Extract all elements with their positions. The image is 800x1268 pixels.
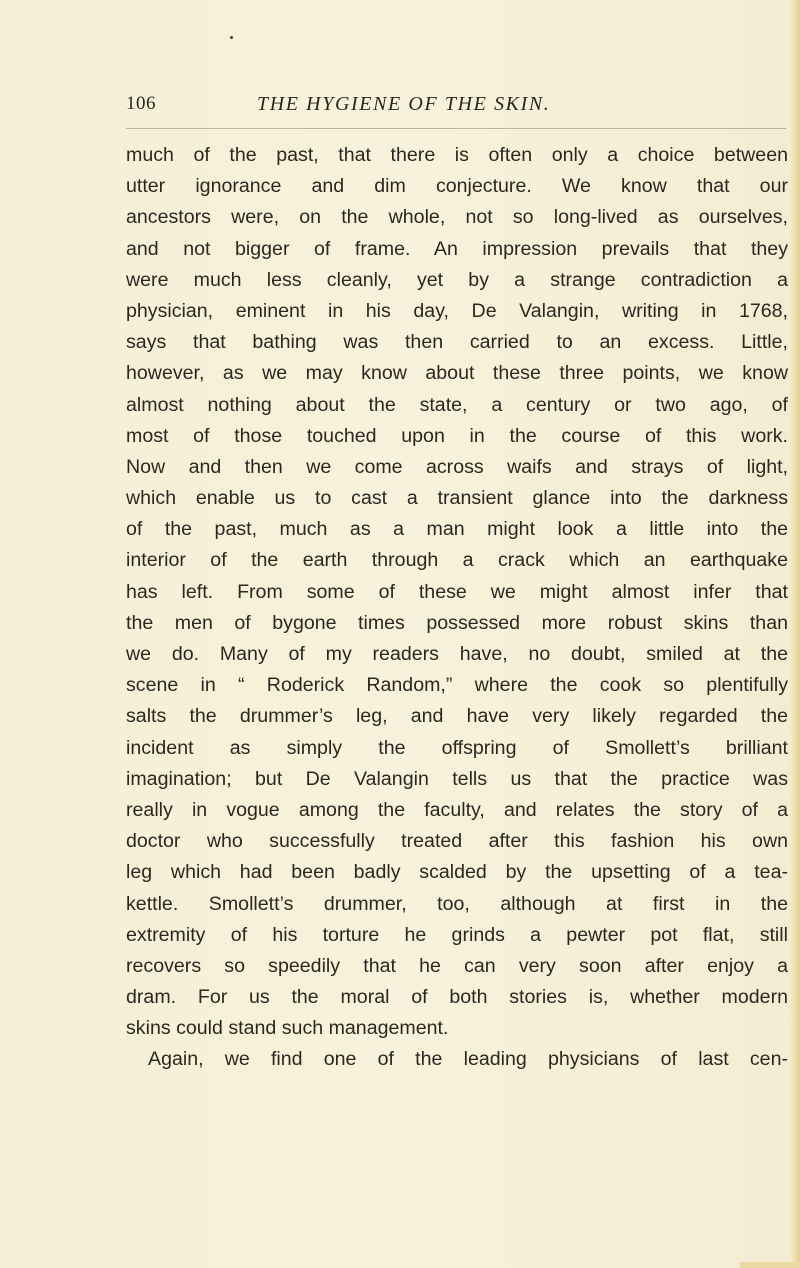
- text-line: much of the past, that there is often only a choice between: [126, 144, 788, 166]
- body-text: [126, 140, 788, 1076]
- text-line: physician, eminent in his day, De Valangin, writing in 1768,: [126, 299, 788, 322]
- text-line: scene in “ Roderick Random,” where the cook so plentifully: [126, 674, 788, 697]
- text-line: however, as we may know about these three points, we know: [126, 362, 788, 385]
- text-line: most of those touched upon in the course of this work.: [126, 424, 788, 447]
- text-line: incident as simply the offspring of Smollett’s brilliant: [126, 736, 788, 759]
- text-line: leg which had been badly scalded by the upsetting of a tea-: [126, 861, 788, 884]
- text-line: says that bathing was then carried to an excess. Little,: [126, 331, 788, 354]
- text-line: Now and then we come across waifs and strays of light,: [126, 455, 788, 478]
- running-title: THE HYGIENE OF THE SKIN.: [257, 93, 551, 115]
- text-line: dram. For us the moral of both stories is, whether modern: [126, 986, 788, 1009]
- page-corner: [740, 1262, 800, 1268]
- text-line: ancestors were, on the whole, not so long-lived as ourselves,: [126, 206, 788, 229]
- text-line: recovers so speedily that he can very soon after enjoy a: [126, 954, 788, 977]
- text-line: interior of the earth through a crack which an earthquake: [126, 549, 788, 572]
- text-line: extremity of his torture he grinds a pewter pot flat, still: [126, 923, 788, 946]
- text-line: utter ignorance and dim conjecture. We know that our: [126, 175, 788, 198]
- page-header: [126, 93, 786, 123]
- text-line-paragraph-start: Again, we find one of the leading physicians of last cen-: [148, 1048, 788, 1071]
- ink-speck: [230, 36, 233, 39]
- text-line: doctor who successfully treated after this fashion his own: [126, 830, 788, 853]
- text-line: has left. From some of these we might almost infer that: [126, 580, 788, 603]
- text-line: almost nothing about the state, a century or two ago, of: [126, 393, 788, 416]
- text-line: kettle. Smollett’s drummer, too, although at first in the: [126, 892, 788, 915]
- text-line: salts the drummer’s leg, and have very likely regarded the: [126, 705, 788, 728]
- text-line-paragraph-end: skins could stand such management.: [126, 1017, 449, 1040]
- text-line: were much less cleanly, yet by a strange contradiction a: [126, 268, 788, 291]
- text-line: and not bigger of frame. An impression prevails that they: [126, 237, 788, 260]
- text-line: the men of bygone times possessed more robust skins than: [126, 611, 788, 634]
- text-line: imagination; but De Valangin tells us that the practice was: [126, 767, 788, 790]
- text-line: which enable us to cast a transient glance into the darkness: [126, 487, 788, 510]
- page-number: 106: [126, 93, 156, 114]
- header-rule: [126, 128, 786, 129]
- text-line: we do. Many of my readers have, no doubt, smiled at the: [126, 643, 788, 665]
- page-edge-shadow: [790, 0, 800, 1268]
- text-line: really in vogue among the faculty, and relates the story of a: [126, 798, 788, 821]
- text-line: of the past, much as a man might look a little into the: [126, 518, 788, 541]
